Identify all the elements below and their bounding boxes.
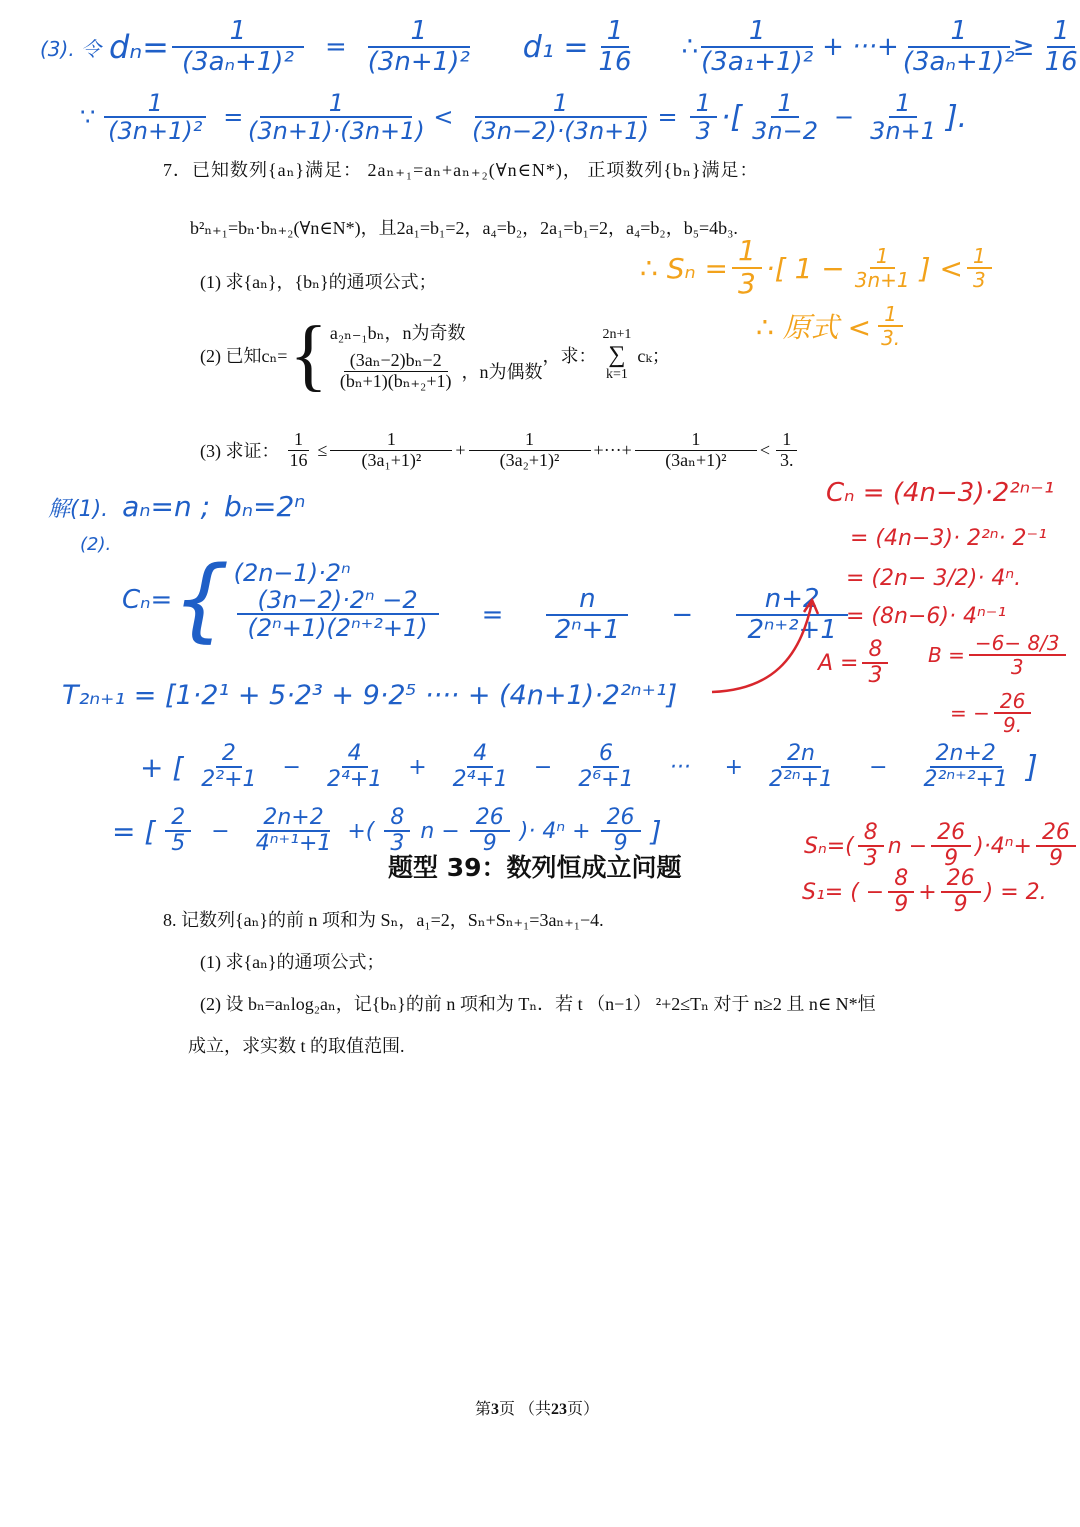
- section-heading: 题型 39：数列恒成立问题: [388, 853, 682, 882]
- footer-mid: 页 （共: [499, 1401, 552, 1418]
- hw-frac: $\frac{1}{3n-2}$: [752, 88, 818, 145]
- part3-prefix: (3) 求证：: [200, 441, 280, 461]
- problem7-line2: b²ₙ₊₁=bₙ·bₙ₊₂(∀n∈N*)，且2a₁=b₁=2，a₄=b₂，2a₁=b₁=2，a₄=b₂，b₅=4b₃.: [190, 218, 738, 238]
- frac: $\frac{1}{3.}$: [875, 303, 906, 349]
- plus: +: [408, 754, 427, 780]
- hw-because: ∵: [80, 103, 96, 131]
- cn-case1: (2n−1)·2ⁿ: [233, 558, 351, 587]
- frac: $\frac{-6- 8/3}{3}$: [969, 632, 1066, 678]
- orange-prefix: ∴ 原式 <: [756, 311, 872, 344]
- sol-label: 解(1).: [48, 497, 109, 522]
- frac: $\frac{8}{3}$: [862, 638, 888, 688]
- b-label: B =: [928, 643, 965, 667]
- hw-frac: $\frac{1}{\text{(3n+1)²}}$: [105, 90, 205, 145]
- red-c2: = (4n−3)· 2²ⁿ· 2⁻¹: [850, 526, 1047, 551]
- row2-plus: + [: [140, 750, 184, 784]
- case-even-frac: $\frac{\text{(3aₙ−2)bₙ−2}}{\text{(bₙ+1)(bₙ₊₂+1)}}$: [339, 349, 452, 391]
- frac: $\frac{26}{9.}$: [994, 690, 1031, 736]
- cn-eq: =: [481, 600, 504, 630]
- sol-bn: bₙ=2ⁿ: [224, 490, 306, 523]
- frac: $\frac{1}{3n+1}$: [854, 244, 910, 292]
- sn-prefix: Sₙ=(: [804, 833, 854, 859]
- cn-r1: $\frac{n}{\text{2ⁿ+1}}$: [547, 585, 627, 644]
- s1-prefix: S₁= ( −: [802, 879, 885, 905]
- cn-r2: $\frac{n+2}{\text{2ⁿ⁺²+1}}$: [737, 585, 847, 644]
- row3-n: n −: [420, 818, 460, 844]
- hw-lt: <: [433, 103, 454, 131]
- frac: $\frac{26}{9}$: [470, 806, 510, 856]
- le: ≤: [317, 439, 328, 460]
- sum-symbol-block: 2n+1 ∑ k=1: [602, 327, 632, 382]
- problem7-part1: (1) 求{aₙ}，{bₙ}的通项公式；: [200, 272, 437, 292]
- hw-therefore: ∴: [681, 32, 699, 62]
- orange-prefix: ∴ Sₙ =: [640, 251, 729, 285]
- row3-close: ]: [650, 814, 662, 848]
- red-c3: = (2n− 3/2)· 4ⁿ.: [846, 566, 1022, 591]
- hw-frac: $\frac{1}{\text{(3aₙ+1)²}}$: [173, 17, 303, 76]
- row3-open: = [: [112, 814, 156, 848]
- frac: $\frac{8}{3}$: [384, 806, 410, 856]
- frac: $\frac{26}{9}$: [1036, 821, 1076, 871]
- case-even-cond: ，n为偶数: [461, 362, 543, 382]
- hw-frac: $\frac{1}{3}$: [690, 90, 717, 145]
- minus: −: [869, 754, 888, 780]
- hw-frac: $\frac{1}{(3n-2)\cdot(3n+1)}$: [472, 88, 649, 145]
- frac: $\frac{1}{3.}$: [774, 430, 800, 471]
- frac: $\frac{6}{\text{2⁶+1}}$: [578, 740, 634, 792]
- frac: $\frac{4}{\text{2⁴+1}}$: [452, 740, 508, 792]
- s1-plus: +: [918, 879, 937, 905]
- hw-frac: $\frac{1}{(3n+1)\cdot(3n+1)}$: [247, 88, 425, 145]
- a-label: A =: [818, 650, 859, 676]
- piecewise-brace: {: [289, 311, 328, 399]
- orange-end: ] <: [919, 251, 963, 285]
- hw-d1: d₁ =: [522, 29, 589, 65]
- frac: $\frac{26}{9}$: [601, 806, 641, 856]
- minus: −: [211, 818, 230, 844]
- lt: <: [759, 439, 770, 460]
- cn-case2: $\frac{\text{(3n−2)·2ⁿ −2}}{\text{(2ⁿ+1)(2ⁿ⁺²+1)}}$: [238, 587, 438, 642]
- footer-prefix: 第: [475, 1401, 492, 1418]
- hw-eq: =: [223, 103, 244, 131]
- sol-an: aₙ=n ;: [122, 490, 211, 523]
- hw-frac: $\frac{1}{\text{(3n+1)²}}$: [367, 16, 470, 77]
- frac: $\frac{26}{9}$: [941, 867, 981, 917]
- sum-term: cₖ；: [637, 346, 670, 366]
- hw-eq: =: [324, 32, 347, 62]
- hw-ge: ≥: [1012, 32, 1035, 62]
- footer-total: 23: [551, 1401, 568, 1418]
- hw-frac: $\frac{1}{\text{(3aₙ+1)²}}$: [902, 16, 1015, 77]
- problem8-part1: (1) 求{aₙ}的通项公式；: [200, 952, 385, 972]
- hw-d-lhs: dₙ=: [109, 28, 169, 66]
- row3-tail: )· 4ⁿ +: [519, 818, 591, 844]
- cn-brace: {: [172, 547, 230, 652]
- hw-eq: =: [657, 103, 678, 131]
- problem8-part2-line1: (2) 设 bₙ=aₙlog₂aₙ，记{bₙ}的前 n 项和为 Tₙ．若 t （n−1） ²+2≤Tₙ 对于 n≥2 且 n∈ N*恒: [200, 994, 876, 1014]
- hw-frac: $\frac{1}{\text{(3a₁+1)²}}$: [701, 16, 814, 77]
- footer-suffix: 页）: [567, 1401, 600, 1418]
- frac: $\frac{2n}{\text{2²ⁿ+1}}$: [769, 740, 834, 792]
- sn-n: n −: [887, 833, 928, 859]
- s1-tail: ) = 2.: [984, 879, 1047, 905]
- cn-label: Cₙ=: [122, 585, 173, 615]
- sn-tail: )·4ⁿ+: [975, 833, 1032, 859]
- problem8-line1: 8. 记数列{aₙ}的前 n 项和为 Sₙ，a₁=2，Sₙ+Sₙ₊₁=3aₙ₊₁−4.: [163, 910, 604, 930]
- hw-minus: −: [834, 103, 855, 131]
- dots: ···: [669, 754, 691, 780]
- problem7-line1: 7．已知数列{aₙ}满足： 2aₙ₊₁=aₙ+aₙ₊₂(∀n∈N*)， 正项数列{bₙ}满足：: [163, 160, 759, 180]
- frac: $\frac{1}{3}$: [732, 236, 762, 300]
- frac: $\frac{8}{9}$: [888, 867, 914, 917]
- frac: $\frac{2n+2}{\text{2²ⁿ⁺²+1}}$: [923, 740, 1008, 792]
- frac: $\frac{1}{\text{(3aₙ+1)²}}$: [636, 430, 756, 471]
- part2-ask: ，求：: [542, 346, 597, 366]
- b-result-prefix: = −: [950, 701, 990, 725]
- frac: $\frac{1}{16}$: [289, 428, 308, 470]
- frac: $\frac{1}{3}$: [967, 245, 992, 291]
- case-odd: a₂ₙ₋₁bₙ，n为奇数: [329, 322, 466, 343]
- hw-frac: $\frac{1}{3n+1}$: [870, 88, 936, 145]
- hw-bracket: ·[: [720, 99, 743, 135]
- frac: $\frac{2n+2}{\text{4ⁿ⁺¹+1}}$: [255, 804, 332, 856]
- minus: −: [533, 754, 553, 780]
- dots: +···+: [593, 439, 632, 460]
- sol-part2-label: (2).: [80, 534, 112, 555]
- row3-mid: +(: [347, 818, 375, 844]
- frac: $\frac{1}{\text{(3a₁+1)²}}$: [331, 430, 451, 471]
- red-c1: Cₙ = (4n−3)·2²ⁿ⁻¹: [826, 478, 1055, 508]
- problem8-part2-line2: 成立，求实数 t 的取值范围.: [188, 1036, 405, 1056]
- hw-frac: $\frac{1}{16}$: [598, 16, 632, 77]
- frac: $\frac{4}{\text{2⁴+1}}$: [326, 740, 383, 792]
- page-footer: [475, 1396, 599, 1419]
- cn-minus: −: [671, 600, 694, 630]
- frac: $\frac{8}{3}$: [858, 821, 884, 871]
- hw-plus-dots: + ···+: [822, 32, 899, 62]
- frac: $\frac{26}{9}$: [931, 821, 971, 871]
- plus: +: [455, 439, 466, 460]
- hw-frac: $\frac{1}{16}$: [1044, 16, 1078, 77]
- footer-page: 3: [491, 1401, 500, 1418]
- red-c4: = (8n−6)· 4ⁿ⁻¹: [846, 604, 1007, 629]
- frac: $\frac{1}{\text{(3a₂+1)²}}$: [470, 430, 590, 471]
- sol-t-line: T₂ₙ₊₁ = [1·2¹ + 5·2³ + 9·2⁵ ···· + (4n+1)·2²ⁿ⁺¹]: [62, 680, 678, 711]
- part2-prefix: (2) 已知cₙ=: [200, 346, 288, 366]
- orange-mid: ·[ 1 −: [765, 251, 845, 285]
- frac: $\frac{2}{5}$: [165, 806, 191, 856]
- plus: +: [724, 754, 744, 780]
- hw-label: (3). 令: [40, 36, 102, 61]
- minus: −: [282, 754, 301, 780]
- hw-bracket: ].: [945, 99, 968, 135]
- frac: $\frac{2}{\text{2²+1}}$: [201, 740, 257, 792]
- row2-close: ]: [1025, 749, 1038, 785]
